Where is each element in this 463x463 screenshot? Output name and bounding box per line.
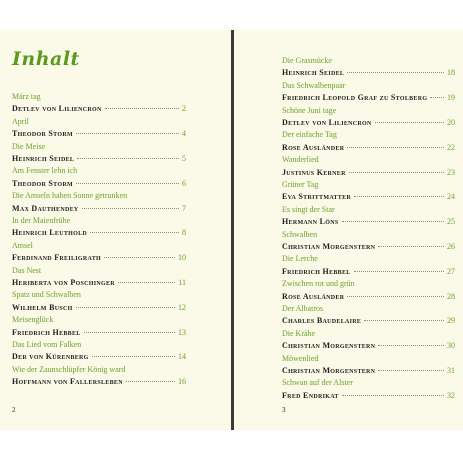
author-name: Detlev von Liliencron — [282, 118, 372, 127]
author-name: Christian Morgenstern — [282, 366, 376, 375]
page-reference: 7 — [182, 203, 186, 213]
page-reference: 24 — [447, 192, 455, 202]
toc-entry — [282, 341, 455, 351]
page-reference: 16 — [178, 377, 186, 387]
poem-title: Meisenglück — [12, 315, 54, 325]
poem-title: Möwenlied — [282, 353, 319, 363]
author-name: Theodor Storm — [12, 178, 73, 188]
toc-entry — [282, 316, 455, 326]
dot-leader — [82, 208, 179, 209]
page-reference: 29 — [447, 316, 455, 326]
dot-leader — [378, 370, 444, 371]
toc-entry — [282, 93, 455, 103]
right-page — [234, 30, 463, 430]
poem-title: Es singt der Star — [282, 204, 335, 214]
page-reference: 5 — [182, 154, 186, 163]
dot-leader — [354, 271, 444, 272]
toc-entry — [282, 217, 455, 227]
toc-entry — [282, 68, 455, 78]
author-name: Hermann Löns — [282, 217, 339, 227]
poem-title: Wie der Zaunschlüpfer König ward — [12, 364, 126, 374]
poem-title: Der einfache Tag — [282, 130, 337, 140]
author-name: Hoffmann von Fallersleben — [12, 377, 123, 387]
poem-title: Die Lerche — [282, 254, 318, 264]
page-reference: 30 — [447, 341, 455, 351]
poem-title: Das Lied vom Falken — [12, 340, 82, 349]
toc-entry — [12, 204, 186, 214]
page-reference: 8 — [182, 228, 186, 238]
toc-entry — [12, 253, 186, 263]
dot-leader — [354, 196, 444, 197]
dot-leader — [126, 381, 175, 382]
page-number-right: 3 — [282, 406, 286, 414]
dot-leader — [342, 221, 445, 222]
toc-entry — [282, 192, 455, 202]
page-reference: 14 — [178, 352, 186, 362]
dot-leader — [76, 307, 175, 308]
toc-entry — [12, 278, 186, 288]
dot-leader — [104, 257, 175, 258]
dot-leader — [84, 332, 175, 333]
page-title: Inhalt — [12, 48, 80, 70]
dot-leader — [90, 232, 179, 233]
toc-entry — [282, 391, 455, 401]
dot-leader — [378, 345, 444, 346]
toc-entry — [12, 104, 186, 114]
toc-entry — [282, 267, 455, 277]
page-reference: 32 — [447, 390, 455, 400]
poem-title: Grüner Tag — [282, 180, 319, 189]
dot-leader — [347, 147, 444, 148]
author-name: Detlev von Liliencron — [12, 104, 102, 114]
author-name: Justinus Kerner — [282, 167, 346, 177]
author-name: Friedrich Leopold Graf zu Stolberg — [282, 93, 428, 103]
author-name: Eva Strittmatter — [282, 192, 352, 202]
author-name: Heinrich Seidel — [282, 68, 345, 78]
left-page — [0, 30, 231, 430]
poem-title: Das Nest — [12, 265, 42, 275]
dot-leader — [92, 356, 175, 357]
page-reference: 13 — [178, 327, 186, 337]
poem-title: Zwischen rot und grün — [282, 279, 355, 289]
poem-title: Schwalben — [282, 229, 318, 239]
toc-entry — [12, 303, 186, 313]
author-name: Friedrich Hebbel — [282, 266, 351, 276]
page-reference: 18 — [447, 68, 455, 78]
poem-title: Die Krähe — [282, 328, 316, 338]
page-reference: 27 — [447, 266, 455, 276]
toc-entry — [12, 129, 186, 139]
dot-leader — [76, 183, 179, 184]
toc-entry — [282, 118, 455, 128]
author-name: Charles Baudelaire — [282, 316, 362, 326]
toc-entry — [12, 352, 186, 362]
page-reference: 31 — [447, 366, 455, 375]
author-name: Ferdinand Freiligrath — [12, 253, 101, 263]
page-reference: 25 — [447, 217, 455, 227]
author-name: Wilhelm Busch — [12, 302, 73, 312]
toc-entry — [282, 366, 455, 376]
page-reference: 6 — [182, 178, 186, 188]
poem-title: Die Amseln haben Sonne getrunken — [12, 191, 128, 201]
dot-leader — [375, 122, 444, 123]
toc-entry — [12, 328, 186, 338]
book-spread — [0, 30, 463, 430]
author-name: Theodor Storm — [12, 129, 73, 139]
page-number-left: 2 — [12, 406, 16, 414]
toc-entry — [282, 143, 455, 153]
poem-title: Wanderlied — [282, 155, 319, 165]
author-name: Heinrich Seidel — [12, 154, 75, 163]
toc-entry — [12, 154, 186, 164]
author-name: Der von Kürenberg — [12, 352, 89, 362]
poem-title: April — [12, 116, 29, 126]
dot-leader — [76, 133, 179, 134]
poem-title: Schwan auf der Alster — [282, 378, 353, 388]
page-reference: 4 — [182, 129, 186, 139]
poem-title: März tag — [12, 92, 41, 101]
author-name: Rose Ausländer — [282, 142, 345, 152]
author-name: Christian Morgenstern — [282, 242, 376, 251]
dot-leader — [378, 246, 444, 247]
page-reference: 19 — [447, 93, 455, 103]
author-name: Fred Endrikat — [282, 390, 339, 400]
page-reference: 20 — [447, 118, 455, 127]
poem-title: Das Schwalbenpaar — [282, 80, 346, 90]
author-name: Rose Ausländer — [282, 291, 345, 301]
page-reference: 22 — [447, 142, 455, 152]
dot-leader — [118, 282, 175, 283]
poem-title: Am Fenster lehn ich — [12, 166, 78, 176]
page-reference: 10 — [178, 253, 186, 263]
page-reference: 26 — [447, 242, 455, 251]
author-name: Friedrich Hebbel — [12, 327, 81, 337]
poem-title: In der Maienfrühe — [12, 216, 71, 225]
poem-title: Spatz und Schwalben — [12, 290, 81, 300]
poem-title: Die Grasmücke — [282, 56, 332, 65]
toc-entry — [282, 292, 455, 302]
page-reference: 11 — [178, 278, 186, 287]
page-reference: 23 — [447, 167, 455, 177]
author-name: Max Dauthendey — [12, 203, 79, 213]
page-reference: 12 — [178, 302, 186, 312]
dot-leader — [105, 108, 179, 109]
toc-entry — [282, 242, 455, 252]
dot-leader — [364, 320, 444, 321]
poem-title: Schöne Juni tage — [282, 105, 337, 115]
author-name: Christian Morgenstern — [282, 341, 376, 351]
author-name: Heinrich Leuthold — [12, 228, 88, 238]
poem-title: Die Meise — [12, 141, 46, 151]
dot-leader — [342, 395, 444, 396]
page-reference: 2 — [182, 104, 186, 114]
poem-title: Amsel — [12, 240, 33, 250]
toc-entry — [282, 168, 455, 178]
toc-entry — [12, 228, 186, 238]
poem-title: Der Albatros — [282, 304, 324, 313]
author-name: Heriberta von Poschinger — [12, 278, 115, 287]
toc-entry — [12, 179, 186, 189]
dot-leader — [430, 97, 444, 98]
toc-entry — [12, 377, 186, 387]
page-reference: 28 — [447, 291, 455, 301]
dot-leader — [77, 158, 179, 159]
dot-leader — [347, 296, 444, 297]
dot-leader — [347, 72, 444, 73]
dot-leader — [349, 172, 444, 173]
